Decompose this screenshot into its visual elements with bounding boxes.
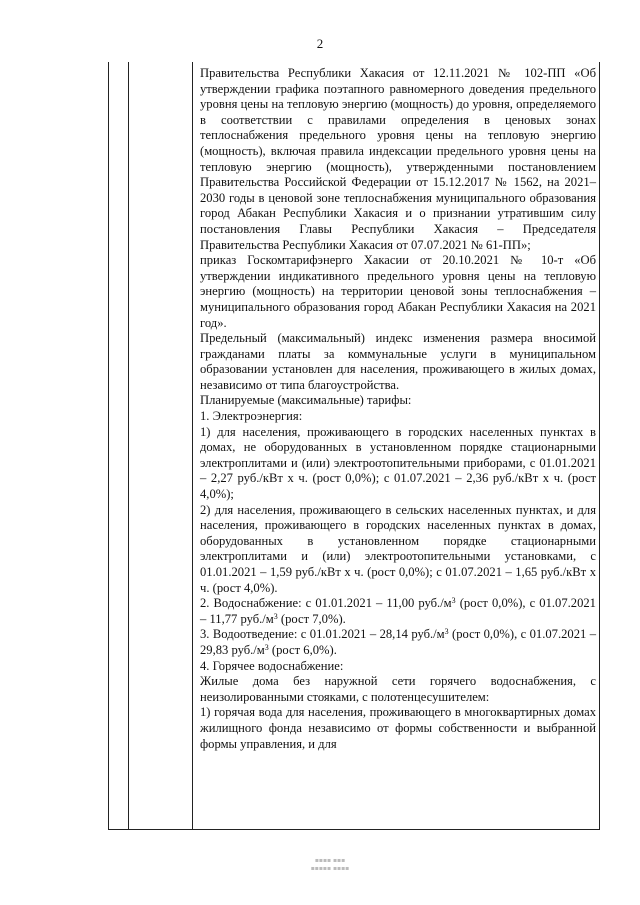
paragraph-order-10t: приказ Госкомтарифэнерго Хакасии от 20.10.2021 № 10-т «Об утверждении индикативного предельного уровня цены на тепловую энергию (мощность) на территории ценовой зоны теплоснабжения – муниципального образования город Абакан Республики Хакасия на 2021 год». [200,253,596,330]
paragraph-index-note: Предельный (максимальный) индекс изменения размера вносимой гражданами платы за коммунальные услуги в муниципальном образовании установлен для населения, проживающего в жилых домах, независимо от типа благоустройства. [200,331,596,392]
paragraph-electricity-heading: 1. Электроэнергия: [200,409,303,424]
paragraph-electricity-rural: 2) для населения, проживающего в сельских населенных пунктах, и для населения, проживающего в городских населенных пунктах в домах, оборудованных в установленном порядке стационарными электроплитами и (или) электроотопительными установками, с 01.01.2021 – 1,59 руб./кВт х ч. (рост 0,0%); с 01.07.2021 – 1,65 руб./кВт х ч. (рост 4,0%). [200,502,596,595]
paragraph-tariffs-heading: Планируемые (максимальные) тарифы: [200,393,412,408]
table-column-divider-1 [128,62,129,830]
paragraph-water-supply: 2. Водоснабжение: с 01.01.2021 – 11,00 $руб./м^3$ (рост 0,0%), с 01.07.2021 – 11,77 $руб./м^3$ (рост 7,0%). [200,596,596,626]
footer-scan-mark: ▪▪▪▪ ▪▪▪ ▪▪▪▪▪ ▪▪▪▪ [310,857,350,872]
page-number: 2 [316,36,324,51]
table-border-bottom [108,829,600,830]
paragraph-electricity-urban: 1) для населения, проживающего в городских населенных пунктах в домах, не оборудованных в установленном порядке стационарными электроплитами и (или) электроотопительными приборами, с 01.01.2021 – 2,27 руб./кВт х ч. (рост 0,0%); с 01.07.2021 – 2,36 руб./кВт х ч. (рост 4,0%); [200,424,596,502]
paragraph-hot-water-item-1: 1) горячая вода для населения, проживающего в многоквартирных домах жилищного фонда независимо от формы собственности и выбранной формы управления, и для [200,705,596,751]
paragraph-sewerage: 3. Водоотведение: с 01.01.2021 – 28,14 $руб./м^3$ (рост 0,0%), с 01.07.2021 – 29,83 $руб./м^3$ (рост 6,0%). [200,627,596,657]
table-border-left [108,62,109,830]
paragraph-hot-water-heading: 4. Горячее водоснабжение: [200,658,344,673]
table-border-right [599,62,600,830]
table-cell-content [200,66,596,752]
paragraph-hot-water-houses: Жилые дома без наружной сети горячего водоснабжения, с неизолированными стояками, с полотенцесушителем: [200,674,596,704]
paragraph-resolution-102pp: Правительства Республики Хакасия от 12.11.2021 № 102-ПП «Об утверждении графика поэтапного равномерного доведения предельного уровня цены на тепловую энергию (мощность) до уровня, определяемого в соответствии с правилами определения в ценовых зонах теплоснабжения предельного уровня цены на тепловую энергию (мощность), включая правила индексации предельного уровня цены на тепловую энергию (мощность), утвержденными постановлением Правительства Российской Федерации от 15.12.2017 № 1562, на 2021–2030 годы в ценовой зоне теплоснабжения муниципального образования город Абакан Республики Хакасия и о признании утратившим силу постановления Главы Республики Хакасия – Председателя Правительства Республики Хакасия от 07.07.2021 № 61-ПП»; [200,66,596,252]
table-column-divider-2 [192,62,193,830]
